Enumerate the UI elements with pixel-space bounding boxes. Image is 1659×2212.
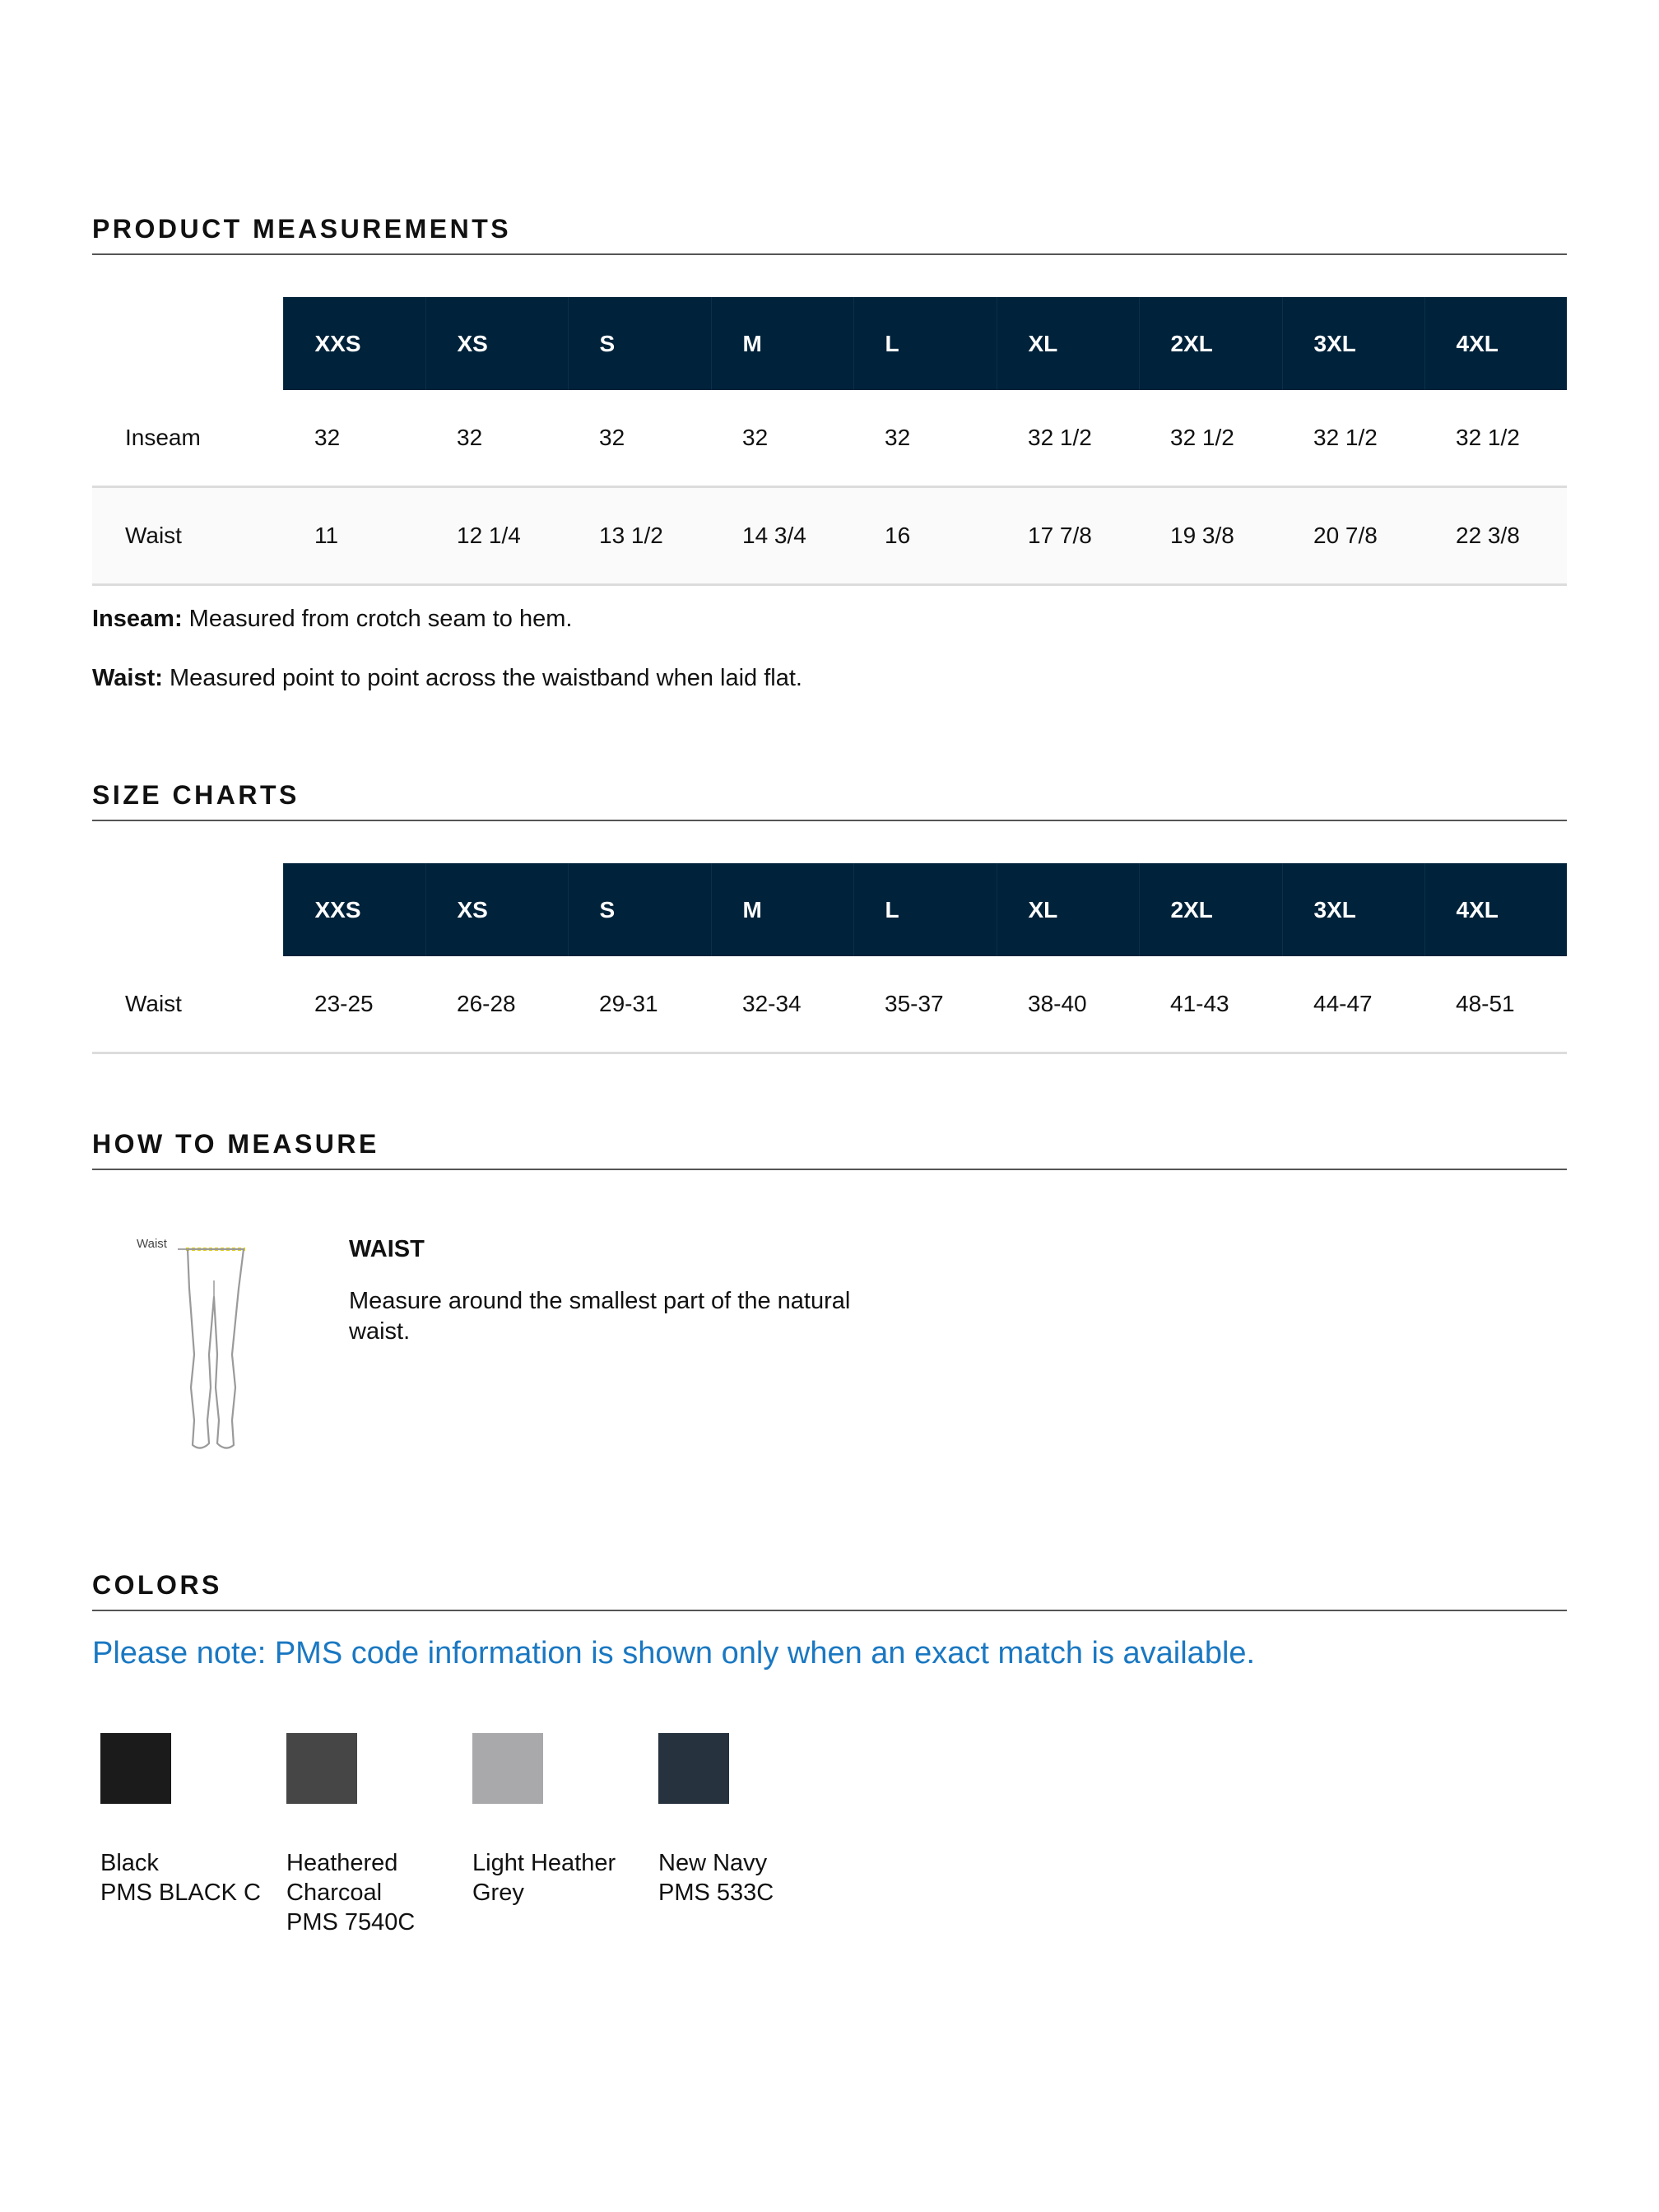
measure-heading: WAIST [349,1236,425,1262]
size-header: 3XL [1282,863,1424,956]
table-row-inseam [92,390,1567,487]
leggings-illustration-icon [135,1231,283,1453]
table-cell: 23-25 [283,956,425,1053]
table-cell: 32 [568,390,711,487]
color-pms: PMS 533C [658,1880,774,1906]
size-chart-table [92,863,1567,1054]
size-charts-title: SIZE CHARTS [92,782,1567,821]
color-swatch-item [658,1733,831,1908]
size-header: XL [997,297,1139,390]
row-label: Inseam [92,390,283,487]
corner-cell [92,863,283,956]
measure-description: Measure around the smallest part of the natural waist. [349,1288,851,1345]
diagram-waist-label: Waist [137,1237,167,1251]
note-term: Inseam: [92,606,183,632]
color-swatch [658,1733,729,1804]
table-cell: 32 [283,390,425,487]
table-cell: 41-43 [1139,956,1282,1053]
table-cell: 32 [711,390,853,487]
color-swatch [100,1733,171,1804]
table-header-row [92,297,1567,390]
color-name: New Navy [658,1850,768,1876]
table-cell: 48-51 [1424,956,1567,1053]
table-row-waist [92,956,1567,1053]
size-header: 2XL [1139,297,1282,390]
pms-note: Please note: PMS code information is shown only when an exact match is available. [92,1636,1256,1671]
table-cell: 16 [853,487,997,585]
note-text: Measured from crotch seam to hem. [182,606,573,632]
how-to-measure-section [92,1129,1567,1345]
color-name: Light Heather Grey [472,1850,616,1906]
table-cell: 32 1/2 [997,390,1139,487]
measure-instructions [349,1236,859,1347]
color-swatch-item [286,1733,459,1937]
waist-note [92,663,1567,693]
color-name: Black [100,1850,159,1876]
table-cell: 35-37 [853,956,997,1053]
color-label [472,1848,645,1908]
table-cell: 32 1/2 [1424,390,1567,487]
table-cell: 17 7/8 [997,487,1139,585]
table-cell: 14 3/4 [711,487,853,585]
size-header: 4XL [1424,297,1567,390]
color-name: Heathered Charcoal [286,1850,398,1906]
colors-title: COLORS [92,1572,1567,1611]
color-label [286,1848,459,1937]
colors-section [92,1570,1567,1936]
color-swatch [472,1733,543,1804]
table-cell: 19 3/8 [1139,487,1282,585]
how-to-measure-title: HOW TO MEASURE [92,1131,1567,1170]
size-header: XXS [283,297,425,390]
color-pms: PMS BLACK C [100,1880,261,1906]
row-label: Waist [92,487,283,585]
size-header: M [711,297,853,390]
row-label: Waist [92,956,283,1053]
table-cell: 20 7/8 [1282,487,1424,585]
size-charts-section [92,782,1567,1054]
size-header: XL [997,863,1139,956]
size-header: XS [425,297,568,390]
table-cell: 12 1/4 [425,487,568,585]
table-cell: 32 1/2 [1139,390,1282,487]
table-cell: 32 [853,390,997,487]
table-header-row [92,863,1567,956]
product-measurements-title: PRODUCT MEASUREMENTS [92,216,1567,255]
corner-cell [92,297,283,390]
table-cell: 29-31 [568,956,711,1053]
table-cell: 11 [283,487,425,585]
size-header: S [568,863,711,956]
product-measurements-section [92,216,1567,694]
table-cell: 13 1/2 [568,487,711,585]
color-swatch-item [100,1733,273,1908]
table-cell: 32-34 [711,956,853,1053]
size-header: M [711,863,853,956]
note-term: Waist: [92,665,163,692]
table-cell: 26-28 [425,956,568,1053]
inseam-note [92,604,1567,634]
table-cell: 22 3/8 [1424,487,1567,585]
color-label [658,1848,831,1908]
table-cell: 38-40 [997,956,1139,1053]
table-row-waist [92,487,1567,585]
size-header: L [853,297,997,390]
color-swatch-item [472,1733,645,1908]
color-swatch [286,1733,357,1804]
table-cell: 32 [425,390,568,487]
table-cell: 32 1/2 [1282,390,1424,487]
product-measurements-table [92,297,1567,586]
size-header: 3XL [1282,297,1424,390]
leggings-diagram [135,1231,283,1453]
table-cell: 44-47 [1282,956,1424,1053]
size-header: 2XL [1139,863,1282,956]
note-text: Measured point to point across the waistband when laid flat. [162,665,802,692]
size-header: XXS [283,863,425,956]
size-header: L [853,863,997,956]
size-header: S [568,297,711,390]
color-pms: PMS 7540C [286,1909,416,1936]
size-header: XS [425,863,568,956]
size-header: 4XL [1424,863,1567,956]
color-label [100,1848,273,1908]
